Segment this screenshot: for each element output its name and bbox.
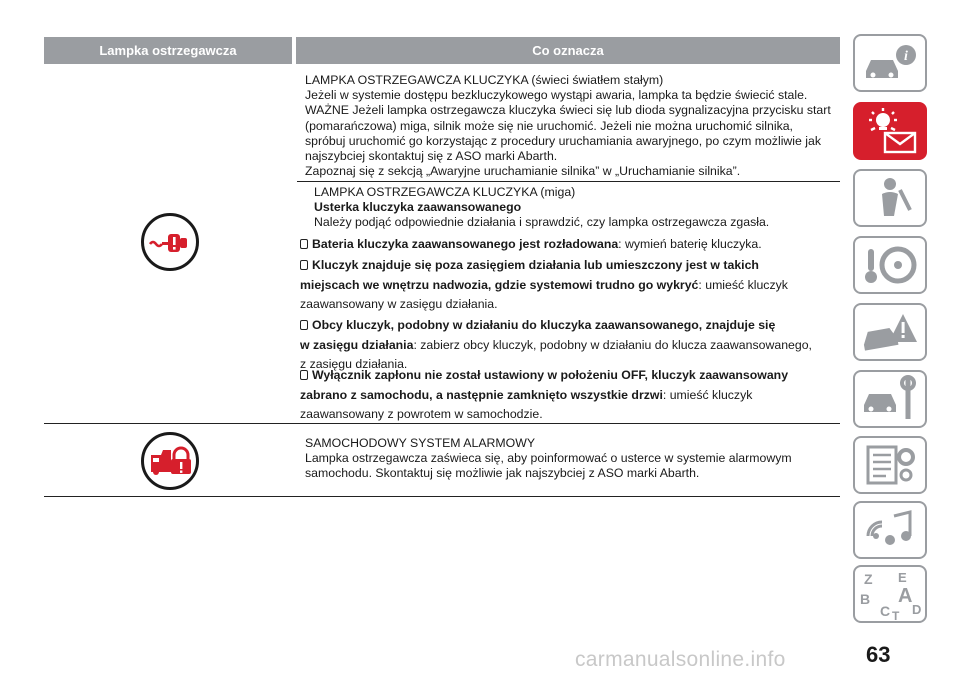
checkbox-icon <box>300 370 308 380</box>
tab-specs[interactable] <box>853 436 927 494</box>
checkbox-icon <box>300 239 308 249</box>
row1-description: LAMPKA OSTRZEGAWCZA KLUCZYKA (świeci światłem stałym) Jeżeli w systemie dostępu bezkluczykowego wystąpi awaria, lampka ta będzie świecić stale. WAŻNE Jeżeli lampka ostrzegawcza kluczyka świeci się lub dioda sygnalizacyjna przycisku start (pomarańczowa) miga, silnik może się nie uruchomić. Jeżeli nie można uruchomić silnika, spróbuj uruchomić go korzystając z procedury uruchamiania awaryjnego, po czym możliwie jak najszybciej skontaktuj się z ASO marki Abarth. Zapoznaj się z sekcją „Awaryjne uruchamianie silnika” w „Uruchamianie silnika”. <box>305 73 831 179</box>
tab-seat-safety[interactable] <box>853 169 927 227</box>
list-item: Obcy kluczyk, podobny w działaniu do kluczyka zaawansowanego, znajduje się w zasięgu działania: zabierz obcy kluczyk, podobny w działaniu do klucza zaawansowanego, z zasięgu działania. <box>300 318 812 371</box>
seat-safety-icon <box>860 174 920 222</box>
emergency-icon <box>859 308 921 356</box>
row2-description: LAMPKA OSTRZEGAWCZA KLUCZYKA (miga) Usterka kluczyka zaawansowanego Należy podjąć odpowiednie działania i sprawdzić, czy lampka ostrzegawcza zgasła. <box>314 185 770 230</box>
list-item: Kluczyk znajduje się poza zasięgiem działania lub umieszczony jest w takich miejscach we wnętrzu nadwozia, gdzie systemowi trudno go wykryć: umieść kluczyk zaawansowany w zasięgu działania. <box>300 258 788 311</box>
row-divider <box>297 181 840 182</box>
checkbox-icon <box>300 260 308 270</box>
steering-start-icon <box>860 241 920 289</box>
watermark: carmanualsonline.info <box>575 648 786 671</box>
svg-text:i: i <box>904 49 908 64</box>
alarm-warning-light-icon <box>141 432 199 490</box>
maintenance-icon <box>860 375 920 423</box>
tab-emergency[interactable] <box>853 303 927 361</box>
tab-maintenance[interactable] <box>853 370 927 428</box>
multimedia-icon <box>860 506 920 554</box>
list-item: Wyłącznik zapłonu nie został ustawiony w położeniu OFF, kluczyk zaawansowany zabrano z samochodu, a następnie zamknięto wszystkie drzwi: umieść kluczyk zaawansowany z powrotem w samochodzie. <box>300 368 789 421</box>
warning-lights-icon <box>859 106 921 156</box>
checklist <box>300 234 762 254</box>
svg-text:A: A <box>898 585 913 607</box>
checkbox-icon <box>300 320 308 330</box>
svg-text:B: B <box>860 591 871 607</box>
key-warning-light-icon <box>141 213 199 271</box>
header-warning-light: Lampka ostrzegawcza <box>99 43 237 58</box>
svg-text:D: D <box>912 602 922 617</box>
index-icon <box>858 568 922 620</box>
car-info-icon <box>860 41 920 85</box>
tab-steering-start[interactable] <box>853 236 927 294</box>
tab-warning-lights[interactable] <box>853 102 927 160</box>
row-divider <box>44 496 840 497</box>
svg-text:Z: Z <box>864 571 873 587</box>
table-header <box>44 37 840 64</box>
tab-multimedia[interactable] <box>853 501 927 559</box>
specs-icon <box>860 441 920 489</box>
svg-text:E: E <box>898 570 907 585</box>
page-number: 63 <box>866 642 891 667</box>
svg-text:T: T <box>892 609 900 620</box>
header-meaning: Co oznacza <box>532 43 604 58</box>
svg-text:C: C <box>880 603 891 619</box>
row3-description: SAMOCHODOWY SYSTEM ALARMOWY Lampka ostrzegawcza zaświeca się, aby poinformować o usterce w systemie alarmowym samochodu. Skontaktuj się możliwie jak najszybciej z ASO marki Abarth. <box>305 436 792 481</box>
list-item: Bateria kluczyka zaawansowanego jest rozładowana: wymień baterię kluczyka. <box>300 234 762 254</box>
tab-car-info[interactable] <box>853 34 927 92</box>
row-divider <box>44 423 840 424</box>
tab-index[interactable] <box>853 565 927 623</box>
